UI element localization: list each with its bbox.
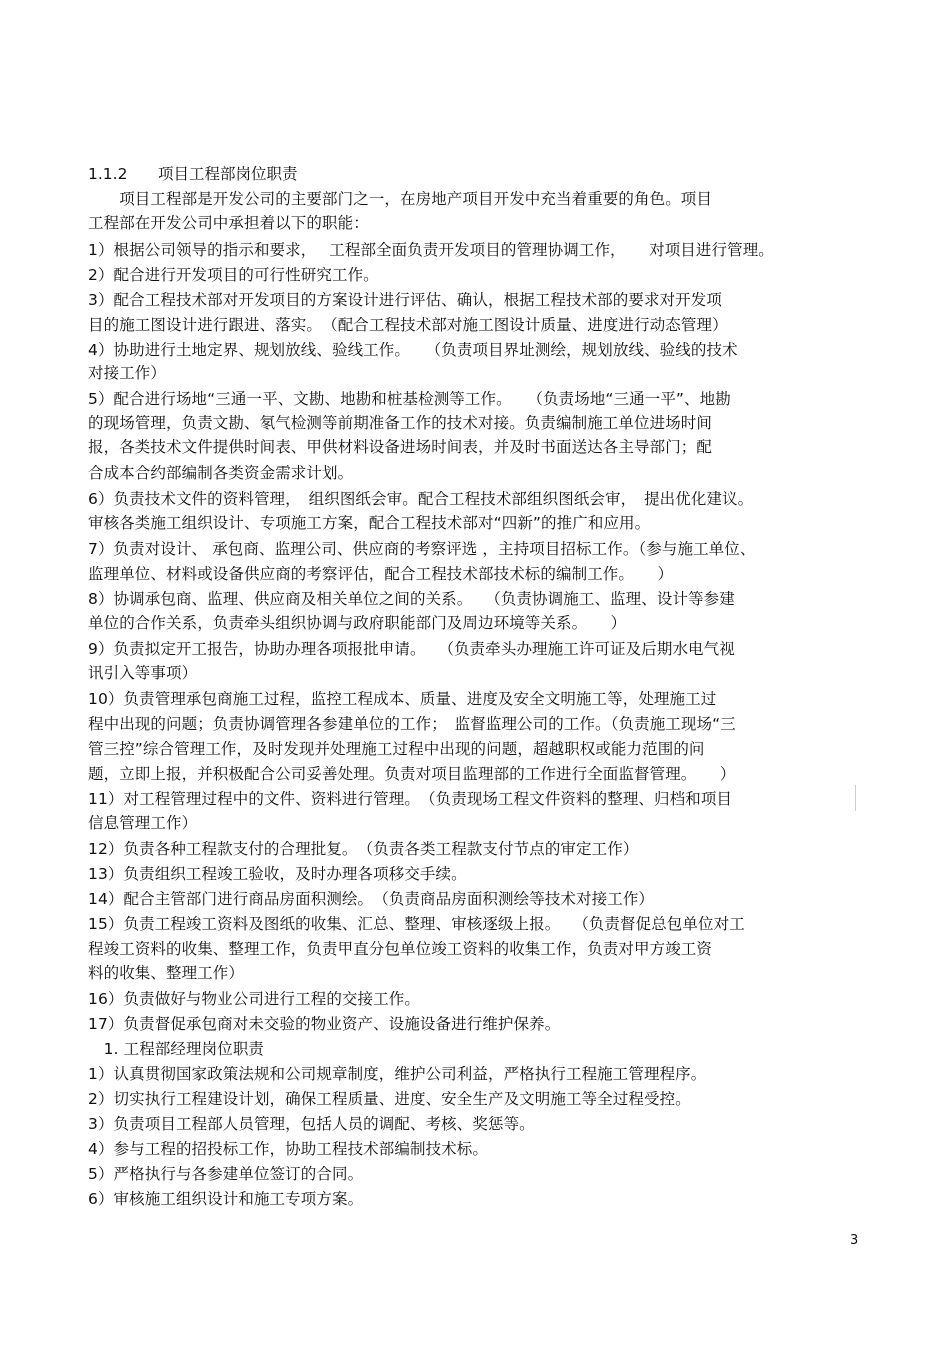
paragraph-line: 单位的合作关系，负责牵头组织协调与政府职能部门及周边环境等关系。 ）: [88, 614, 627, 632]
paragraph-line: 13）负责组织工程竣工验收，及时办理各项移交手续。: [88, 865, 467, 883]
paragraph-line: 题，立即上报，并积极配合公司妥善处理。负责对项目监理部的工作进行全面监督管理。 ）: [88, 765, 736, 783]
section-title: 项目工程部岗位职责: [158, 165, 298, 183]
paragraph-line: 管三控”综合管理工作，及时发现并处理施工过程中出现的问题，超越职权或能力范围的问: [88, 740, 705, 758]
paragraph-line: 对接工作）: [88, 364, 167, 382]
paragraph-line: 8）协调承包商、监理、供应商及相关单位之间的关系。 （负责协调施工、监理、设计等参建: [88, 590, 735, 608]
paragraph-line: 1）认真贯彻国家政策法规和公司规章制度，维护公司利益，严格执行工程施工管理程序。: [88, 1065, 707, 1083]
section-number: 1.1.2: [88, 165, 128, 183]
paragraph-line: 16）负责做好与物业公司进行工程的交接工作。: [88, 990, 420, 1008]
paragraph-line: 12）负责各种工程款支付的合理批复。 （负责各类工程款支付节点的审定工作）: [88, 840, 639, 858]
paragraph-line: 5）严格执行与各参建单位签订的合同。: [88, 1165, 364, 1183]
paragraph-line: 目的施工图设计进行跟进、落实。 （配合工程技术部对施工图设计质量、进度进行动态管理）: [88, 316, 728, 334]
paragraph-line: 14）配合主管部门进行商品房面积测绘。 （负责商品房面积测绘等技术对接工作）: [88, 890, 655, 908]
paragraph-line: 项目工程部是开发公司的主要部门之一，在房地产项目开发中充当着重要的角色。项目: [88, 190, 713, 208]
paragraph-line: 4）参与工程的招投标工作，协助工程技术部编制技术标。: [88, 1140, 488, 1158]
paragraph-line: 料的收集、整理工作）: [88, 964, 245, 982]
paragraph-line: 3）配合工程技术部对开发项目的方案设计进行评估、确认，根据工程技术部的要求对开发项: [88, 291, 722, 309]
paragraph-line: 5）配合进行场地“三通一平、文勘、地勘和桩基检测等工作。 （负责场地“三通一平”、地勘: [88, 390, 731, 408]
paragraph-line: 17）负责督促承包商对未交验的物业资产、设施设备进行维护保养。: [88, 1015, 561, 1033]
paragraph-line: 讯引入等事项）: [88, 664, 198, 682]
paragraph-line: 4）协助进行土地定界、规划放线、验线工作。 （负责项目界址测绘，规划放线、验线的技术: [88, 341, 738, 359]
paragraph-line: 工程部在开发公司中承担着以下的职能：: [88, 214, 369, 232]
paragraph-line: 11）对工程管理过程中的文件、资料进行管理。 （负责现场工程文件资料的整理、归档和项目: [88, 790, 733, 808]
section-heading: [88, 164, 298, 184]
paragraph-line: 合成本合约部编制各类资金需求计划。: [88, 464, 354, 482]
paragraph-line: 15）负责工程竣工资料及图纸的收集、汇总、整理、审核逐级上报。 （负责督促总包单位对工: [88, 915, 745, 933]
paragraph-line: 的现场管理，负责文勘、氡气检测等前期准备工作的技术对接。负责编制施工单位进场时间: [88, 414, 713, 432]
paragraph-line: 1）根据公司领导的指示和要求， 工程部全面负责开发项目的管理协调工作， 对项目进行管理。: [88, 241, 774, 259]
paragraph-line: 2）切实执行工程建设计划，确保工程质量、进度、安全生产及文明施工等全过程受控。: [88, 1090, 691, 1108]
paragraph-line: 程中出现的问题；负责协调管理各参建单位的工作； 监督监理公司的工作。（负责施工现场“三: [88, 715, 736, 733]
paragraph-line: 10）负责管理承包商施工过程，监控工程成本、质量、进度及安全文明施工等，处理施工过: [88, 690, 717, 708]
margin-mark: [855, 785, 856, 811]
paragraph-line: 6）审核施工组织设计和施工专项方案。: [88, 1190, 364, 1208]
paragraph-line: 1. 工程部经理岗位职责: [88, 1040, 265, 1058]
paragraph-line: 程竣工资料的收集、整理工作，负责甲直分包单位竣工资料的收集工作，负责对甲方竣工资: [88, 940, 713, 958]
paragraph-line: 审核各类施工组织设计、专项施工方案，配合工程技术部对“四新”的推广和应用。: [88, 514, 651, 532]
paragraph-line: 2）配合进行开发项目的可行性研究工作。: [88, 266, 379, 284]
paragraph-line: 7）负责对设计、 承包商、监理公司、供应商的考察评选 ，主持项目招标工作。（参与施工单位、: [88, 540, 756, 558]
paragraph-line: 监理单位、材料或设备供应商的考察评估，配合工程技术部技术标的编制工作。 ）: [88, 565, 674, 583]
paragraph-line: 9）负责拟定开工报告，协助办理各项报批申请。 （负责牵头办理施工许可证及后期水电气视: [88, 640, 735, 658]
page-number: 3: [850, 1233, 859, 1248]
paragraph-line: 信息管理工作）: [88, 814, 198, 832]
paragraph-line: 3）负责项目工程部人员管理，包括人员的调配、考核、奖惩等。: [88, 1115, 535, 1133]
paragraph-line: 报，各类技术文件提供时间表、甲供材料设备进场时间表，并及时书面送达各主导部门；配: [88, 438, 713, 456]
paragraph-line: 6）负责技术文件的资料管理， 组织图纸会审。配合工程技术部组织图纸会审， 提出优化建议。: [88, 490, 754, 508]
